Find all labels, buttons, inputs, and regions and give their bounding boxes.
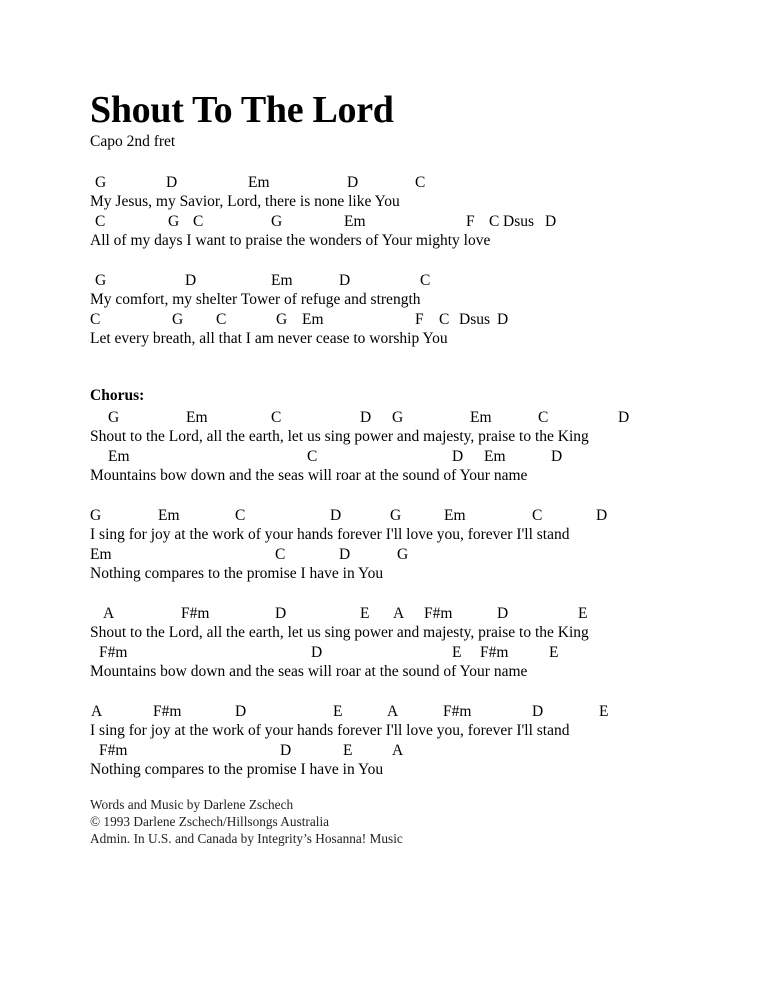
capo-note: Capo 2nd fret	[90, 133, 176, 150]
chord: C	[307, 448, 318, 465]
chord: Em	[271, 272, 293, 289]
chord: D	[596, 507, 608, 524]
chord: D	[339, 272, 351, 289]
lyric-line: Nothing compares to the promise I have in You	[90, 565, 384, 582]
chord: C	[90, 311, 101, 328]
chord: E	[549, 644, 559, 661]
lyric-line: Nothing compares to the promise I have in You	[90, 761, 384, 778]
chord: F#m	[99, 742, 128, 759]
chord: E	[578, 605, 588, 622]
chord: F	[466, 213, 475, 230]
chord: Dsus	[459, 311, 491, 328]
chorus-label: Chorus:	[90, 387, 145, 404]
chord: D	[311, 644, 323, 661]
chord: D	[347, 174, 359, 191]
chord: A	[91, 703, 103, 720]
chord: C	[489, 213, 500, 230]
chord: Em	[186, 409, 208, 426]
chord: D	[339, 546, 351, 563]
chord: D	[235, 703, 247, 720]
chord: E	[452, 644, 462, 661]
chord: C	[275, 546, 286, 563]
chord: E	[333, 703, 343, 720]
chord: F#m	[181, 605, 210, 622]
chord: E	[360, 605, 370, 622]
chord: C	[538, 409, 549, 426]
chord: F#m	[443, 703, 472, 720]
chord: D	[452, 448, 464, 465]
chord: E	[343, 742, 353, 759]
chord: Dsus	[503, 213, 535, 230]
lyric-line: My Jesus, my Savior, Lord, there is none like You	[90, 193, 400, 210]
chord: Em	[158, 507, 180, 524]
chord: E	[599, 703, 609, 720]
credit-words-music: Words and Music by Darlene Zschech	[90, 797, 294, 812]
chord: G	[108, 409, 120, 426]
chord: Em	[108, 448, 130, 465]
chord: F#m	[99, 644, 128, 661]
chord: C	[439, 311, 450, 328]
chord: G	[90, 507, 102, 524]
chord: G	[95, 272, 107, 289]
song-title: Shout To The Lord	[90, 89, 394, 131]
chord: D	[497, 605, 509, 622]
chord: G	[95, 174, 107, 191]
chord: Em	[444, 507, 466, 524]
chord: G	[172, 311, 184, 328]
chord: G	[392, 409, 404, 426]
chord: A	[392, 742, 404, 759]
chord: A	[393, 605, 405, 622]
lyric-line: Mountains bow down and the seas will roar at the sound of Your name	[90, 663, 528, 680]
chord: Em	[248, 174, 270, 191]
chord: C	[271, 409, 282, 426]
chord: D	[166, 174, 178, 191]
chord: C	[420, 272, 431, 289]
chord: C	[415, 174, 426, 191]
chord: D	[185, 272, 197, 289]
chord: F	[415, 311, 424, 328]
chord: D	[618, 409, 630, 426]
chord: F#m	[424, 605, 453, 622]
chord: C	[235, 507, 246, 524]
credit-admin: Admin. In U.S. and Canada by Integrity’s Hosanna! Music	[90, 831, 403, 846]
lyric-line: All of my days I want to praise the wonders of Your mighty love	[90, 232, 491, 249]
chord: A	[103, 605, 115, 622]
chord: G	[271, 213, 283, 230]
lyric-line: I sing for joy at the work of your hands forever I'll love you, forever I'll stand	[90, 722, 570, 739]
chord: C	[95, 213, 106, 230]
chord: Em	[344, 213, 366, 230]
chord: C	[193, 213, 204, 230]
chord: G	[168, 213, 180, 230]
lyric-line: I sing for joy at the work of your hands forever I'll love you, forever I'll stand	[90, 526, 570, 543]
chord: D	[545, 213, 557, 230]
lyric-line: My comfort, my shelter Tower of refuge and strength	[90, 291, 421, 308]
credit-copyright: © 1993 Darlene Zschech/Hillsongs Australia	[90, 814, 330, 829]
chord: Em	[302, 311, 324, 328]
chord: D	[360, 409, 372, 426]
chord: Em	[484, 448, 506, 465]
chord: C	[216, 311, 227, 328]
chord: F#m	[153, 703, 182, 720]
chord: G	[390, 507, 402, 524]
chord: Em	[470, 409, 492, 426]
chord: D	[330, 507, 342, 524]
chord: D	[551, 448, 563, 465]
chord: C	[532, 507, 543, 524]
chord: D	[532, 703, 544, 720]
lyric-line: Shout to the Lord, all the earth, let us sing power and majesty, praise to the King	[90, 428, 589, 445]
chord: Em	[90, 546, 112, 563]
chord: A	[387, 703, 399, 720]
chord: F#m	[480, 644, 509, 661]
chord: D	[280, 742, 292, 759]
chord: G	[397, 546, 409, 563]
lyric-line: Let every breath, all that I am never cease to worship You	[90, 330, 448, 347]
lyric-line: Mountains bow down and the seas will roar at the sound of Your name	[90, 467, 528, 484]
chord: D	[275, 605, 287, 622]
lyric-line: Shout to the Lord, all the earth, let us sing power and majesty, praise to the King	[90, 624, 589, 641]
chord: G	[276, 311, 288, 328]
chord: D	[497, 311, 509, 328]
